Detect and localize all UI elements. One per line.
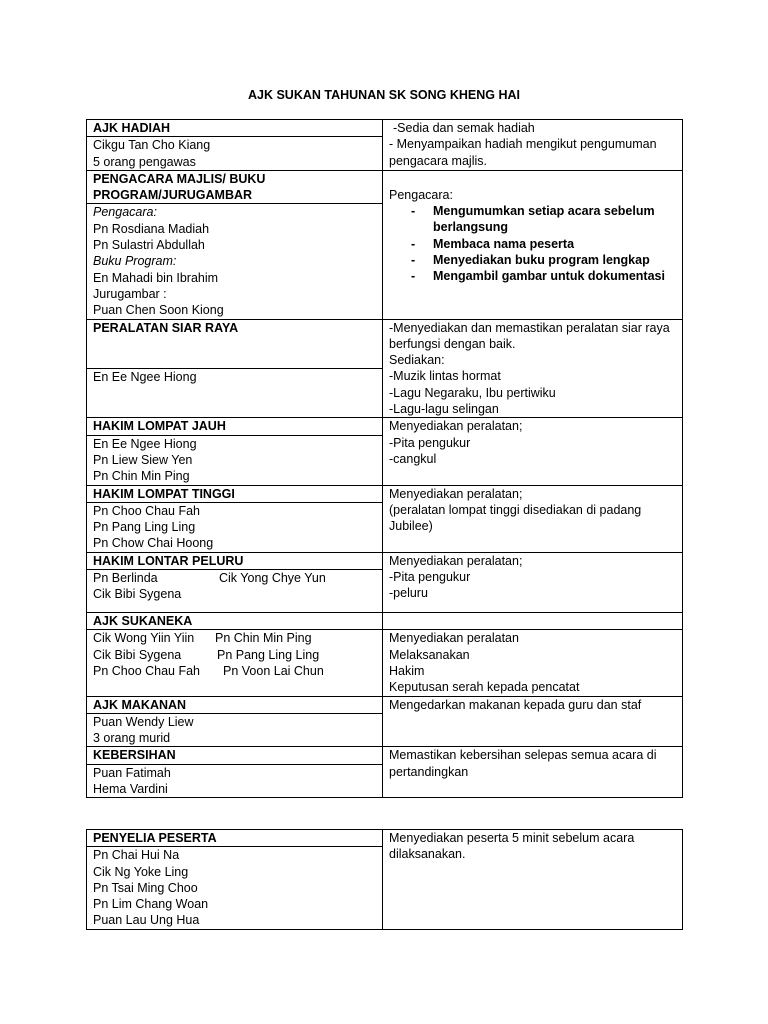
sukaneka-head: AJK SUKANEKA <box>87 613 383 630</box>
siar-members <box>87 368 383 417</box>
table-row <box>87 630 683 696</box>
two-column-names <box>93 630 376 679</box>
duty-line: Keputusan serah kepada pencatat <box>389 680 580 695</box>
duty-line: - Menyampaikan hadiah mengikut pengumuman pengacara majlis. <box>389 137 657 168</box>
member-name: Cik Yong Chye Yun <box>219 571 326 586</box>
duty-line: Menyediakan peralatan; <box>389 419 523 434</box>
member-name: Pn Liew Siew Yen <box>93 452 193 467</box>
pengacara-members <box>87 204 383 319</box>
duty-line: -Lagu Negaraku, Ibu pertiwiku <box>389 385 556 400</box>
member-name: Hema Vardini <box>93 781 168 796</box>
siar-head: PERALATAN SIAR RAYA <box>87 319 383 368</box>
peluru-head: HAKIM LONTAR PELURU <box>87 552 383 569</box>
makanan-members <box>87 713 383 747</box>
siar-duties <box>383 319 683 418</box>
member-name: Pn Pang Ling Ling <box>217 647 320 662</box>
duty-line: -Menyediakan dan memastikan peralatan siar raya berfungsi dengan baik. <box>389 320 670 351</box>
duty-line: Menyediakan peralatan <box>389 631 519 646</box>
duty-line: Hakim <box>389 663 425 678</box>
duty-line: Sediakan: <box>389 353 445 368</box>
member-name: Cik Wong Yiin Yiin <box>93 631 195 646</box>
hadiah-members <box>87 137 383 171</box>
member-name: Pn Chin Min Ping <box>93 469 190 484</box>
duty-line: Melaksanakan <box>389 647 470 662</box>
member-name: En Mahadi bin Ibrahim <box>93 270 219 285</box>
duty-line: (peralatan lompat tinggi disediakan di padang Jubilee) <box>389 502 642 534</box>
member-name: 5 orang pengawas <box>93 154 196 169</box>
duty-list <box>389 203 676 284</box>
makanan-head: AJK MAKANAN <box>87 696 383 713</box>
member-name: Pn Choo Chau Fah <box>93 663 201 678</box>
table-row <box>87 747 683 764</box>
member-name: Pn Chai Hui Na <box>93 848 180 863</box>
table-row <box>87 170 683 204</box>
penyelia-duties <box>383 830 683 930</box>
duty-line: Mengedarkan makanan kepada guru dan staf <box>389 697 642 712</box>
duty-line: -Sedia dan semak hadiah <box>393 121 535 135</box>
duty-heading: Pengacara: <box>389 187 453 202</box>
table-row <box>87 696 683 713</box>
duty-line: Menyediakan peralatan; <box>389 553 523 568</box>
duty-line: -peluru <box>389 586 428 601</box>
duty-line: Menyediakan peserta 5 minit sebelum acara dilaksanakan. <box>389 831 635 862</box>
duty-item: - Menyediakan buku program lengkap <box>411 252 676 268</box>
member-name: 3 orang murid <box>93 731 171 746</box>
sub-label: Jurugambar : <box>93 286 167 301</box>
sukaneka-duties <box>383 630 683 696</box>
member-name: Pn Pang Ling Ling <box>93 520 196 535</box>
duty-line: -cangkul <box>389 451 437 466</box>
member-name: Puan Fatimah <box>93 765 171 780</box>
member-name: Pn Chin Min Ping <box>215 631 312 646</box>
member-name: En Ee Ngee Hiong <box>93 436 197 451</box>
sukaneka-members <box>87 630 383 696</box>
sub-label: Buku Program: <box>93 254 177 269</box>
table-row <box>87 552 683 569</box>
member-name: Cik Ng Yoke Ling <box>93 864 189 879</box>
duty-item: - Membaca nama peserta <box>411 236 676 252</box>
duty-line: Memastikan kebersihan selepas semua acara di pertandingkan <box>389 748 657 779</box>
hadiah-head: AJK HADIAH <box>87 120 383 137</box>
member-name: Cik Bibi Sygena <box>93 647 182 662</box>
table-row <box>87 613 683 630</box>
lompat-jauh-head: HAKIM LOMPAT JAUH <box>87 418 383 435</box>
lompat-jauh-members <box>87 435 383 485</box>
member-name: Puan Wendy Liew <box>93 714 194 729</box>
duty-line: -Muzik lintas hormat <box>389 369 501 384</box>
table-row <box>87 418 683 435</box>
member-name: Pn Rosdiana Madiah <box>93 221 210 236</box>
committee-table <box>86 119 683 798</box>
member-name: Pn Tsai Ming Choo <box>93 880 198 895</box>
table-row <box>87 120 683 137</box>
member-name: Pn Lim Chang Woan <box>93 897 209 912</box>
duty-item: - Mengumumkan setiap acara sebelum berlangsung <box>411 203 676 236</box>
peluru-members <box>87 570 383 613</box>
member-name: Pn Voon Lai Chun <box>223 663 324 678</box>
kebersihan-duties <box>383 747 683 798</box>
supervisor-table <box>86 829 683 930</box>
table-row <box>87 830 683 847</box>
table-row <box>87 485 683 502</box>
member-name: Pn Sulastri Abdullah <box>93 238 205 253</box>
sub-label: Pengacara: <box>93 205 157 220</box>
lompat-jauh-duties <box>383 418 683 485</box>
member-name: Puan Chen Soon Kiong <box>93 303 224 318</box>
member-name: Pn Chow Chai Hoong <box>93 536 214 551</box>
member-name: Cik Bibi Sygena <box>93 587 182 602</box>
kebersihan-members <box>87 764 383 798</box>
duty-line: -Lagu-lagu selingan <box>389 402 499 417</box>
two-column-names <box>93 570 376 603</box>
duty-line: -Pita pengukur <box>389 435 471 450</box>
kebersihan-head: KEBERSIHAN <box>87 747 383 764</box>
penyelia-members <box>87 847 383 929</box>
document-title: AJK SUKAN TAHUNAN SK SONG KHENG HAI <box>247 88 520 102</box>
lompat-tinggi-duties <box>383 485 683 552</box>
member-name: Cikgu Tan Cho Kiang <box>93 138 211 153</box>
member-name: En Ee Ngee Hiong <box>93 369 197 384</box>
pengacara-duties <box>383 170 683 319</box>
makanan-duties <box>383 696 683 747</box>
lompat-tinggi-head: HAKIM LOMPAT TINGGI <box>87 485 383 502</box>
member-name: Pn Choo Chau Fah <box>93 503 201 518</box>
peluru-duties <box>383 552 683 612</box>
hadiah-duties <box>383 120 683 171</box>
duty-item: - Mengambil gambar untuk dokumentasi <box>411 268 676 284</box>
pengacara-head: PENGACARA MAJLIS/ BUKU PROGRAM/JURUGAMBAR <box>87 170 383 204</box>
duty-line: -Pita pengukur <box>389 570 471 585</box>
penyelia-head: PENYELIA PESERTA <box>87 830 383 847</box>
duty-line: Menyediakan peralatan; <box>389 486 523 501</box>
lompat-tinggi-members <box>87 502 383 552</box>
member-name: Puan Lau Ung Hua <box>93 913 200 928</box>
table-row <box>87 319 683 368</box>
member-name: Pn Berlinda <box>93 571 158 586</box>
sukaneka-empty <box>383 613 683 630</box>
